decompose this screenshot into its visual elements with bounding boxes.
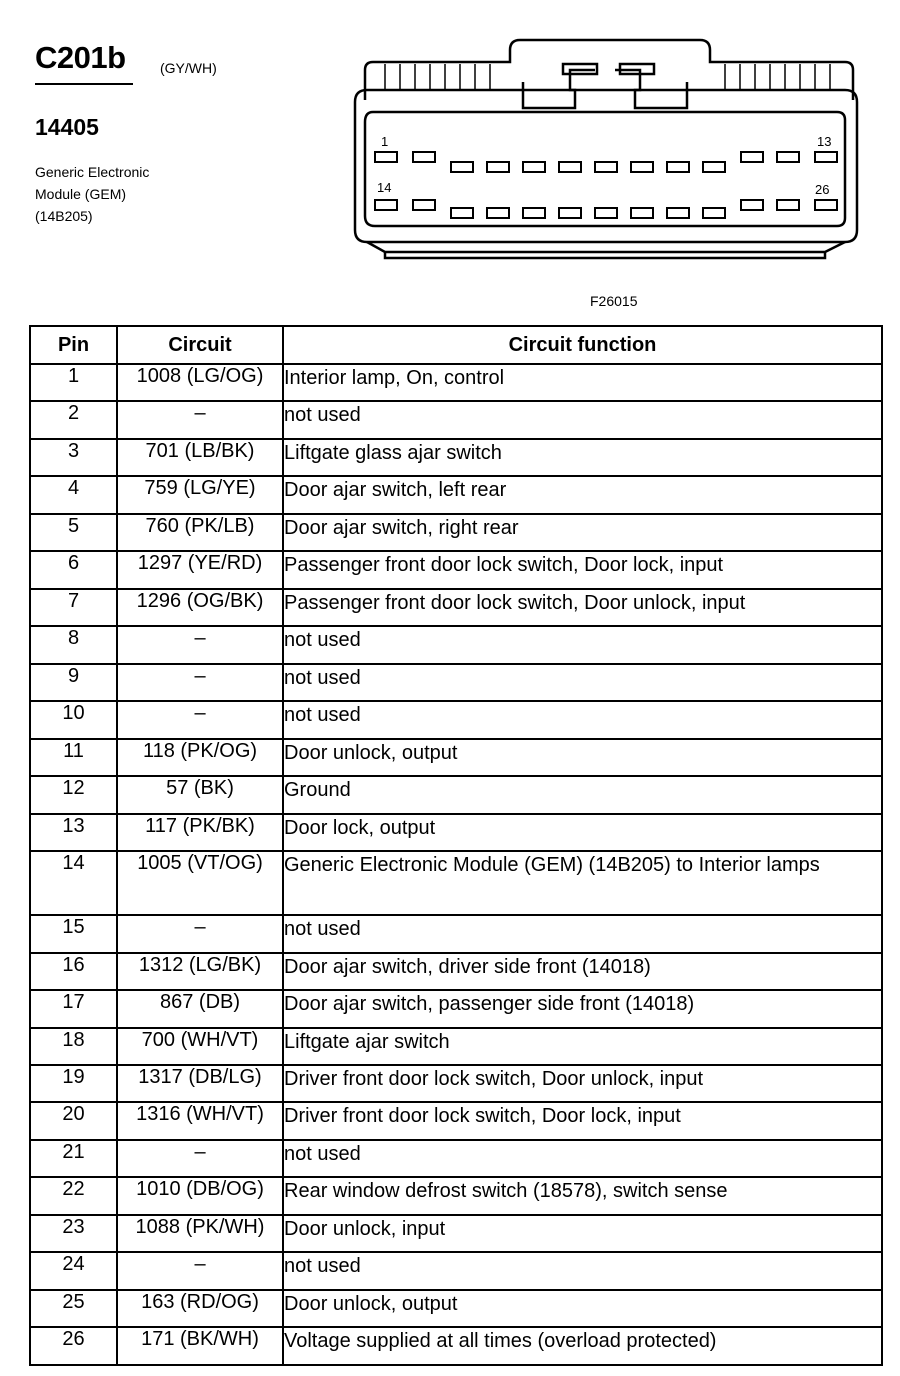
housing-ribs <box>385 64 830 90</box>
circuit-function-cell: Door unlock, output <box>283 1290 882 1327</box>
circuit-function-cell: not used <box>283 915 882 952</box>
figure-id: F26015 <box>590 293 638 309</box>
table-row <box>30 1177 882 1214</box>
circuit-function-cell: Door ajar switch, driver side front (14018) <box>283 953 882 990</box>
table-row <box>30 1290 882 1327</box>
table-row <box>30 626 882 663</box>
table-row <box>30 1215 882 1252</box>
pin-label-14: 14 <box>377 180 392 195</box>
circuit-cell: 118 (PK/OG) <box>117 739 283 776</box>
pin-cell: 6 <box>30 551 117 588</box>
pin-cell: 9 <box>30 664 117 701</box>
table-row <box>30 514 882 551</box>
table-row <box>30 439 882 476</box>
pin-cell: 7 <box>30 589 117 626</box>
pin-label-1: 1 <box>381 134 389 149</box>
pin-label-13: 13 <box>817 134 832 149</box>
circuit-function-cell: Door unlock, output <box>283 739 882 776</box>
pin-label-26: 26 <box>815 182 830 197</box>
circuit-function-cell: Door lock, output <box>283 814 882 851</box>
pin-cell: 25 <box>30 1290 117 1327</box>
circuit-function-cell: Ground <box>283 776 882 813</box>
circuit-cell: 117 (PK/BK) <box>117 814 283 851</box>
circuit-cell: 1312 (LG/BK) <box>117 953 283 990</box>
circuit-cell: 1008 (LG/OG) <box>117 364 283 401</box>
circuit-function-cell: Driver front door lock switch, Door lock, input <box>283 1102 882 1139</box>
pin-cell: 4 <box>30 476 117 513</box>
table-row <box>30 915 882 952</box>
table-row <box>30 814 882 851</box>
circuit-function-cell: not used <box>283 701 882 738</box>
circuit-cell: – <box>117 401 283 438</box>
pin-cell: 5 <box>30 514 117 551</box>
circuit-cell: 1088 (PK/WH) <box>117 1215 283 1252</box>
table-row <box>30 551 882 588</box>
pin-cell: 14 <box>30 851 117 915</box>
circuit-cell: 1317 (DB/LG) <box>117 1065 283 1102</box>
pin-cell: 26 <box>30 1327 117 1365</box>
table-row <box>30 589 882 626</box>
table-row <box>30 990 882 1027</box>
circuit-function-cell: Door ajar switch, right rear <box>283 514 882 551</box>
pin-cell: 11 <box>30 739 117 776</box>
pin-cavities-row-1 <box>375 152 837 172</box>
table-row <box>30 476 882 513</box>
pin-cell: 13 <box>30 814 117 851</box>
circuit-cell: 1316 (WH/VT) <box>117 1102 283 1139</box>
pin-cell: 20 <box>30 1102 117 1139</box>
circuit-function-cell: Interior lamp, On, control <box>283 364 882 401</box>
table-row <box>30 664 882 701</box>
table-row <box>30 776 882 813</box>
module-description-line: (14B205) <box>35 208 93 224</box>
pin-cell: 23 <box>30 1215 117 1252</box>
circuit-function-cell: Voltage supplied at all times (overload protected) <box>283 1327 882 1365</box>
pin-cell: 21 <box>30 1140 117 1177</box>
pin-cell: 24 <box>30 1252 117 1289</box>
pin-cell: 12 <box>30 776 117 813</box>
circuit-function-cell: Door ajar switch, passenger side front (14018) <box>283 990 882 1027</box>
circuit-function-cell: not used <box>283 401 882 438</box>
pin-cell: 8 <box>30 626 117 663</box>
pin-cell: 17 <box>30 990 117 1027</box>
table-row <box>30 1065 882 1102</box>
part-number: 14405 <box>35 114 99 140</box>
table-row <box>30 701 882 738</box>
table-header-row <box>30 326 882 364</box>
circuit-cell: 163 (RD/OG) <box>117 1290 283 1327</box>
table-row <box>30 364 882 401</box>
header <box>0 0 900 320</box>
pin-cell: 1 <box>30 364 117 401</box>
circuit-cell: 1005 (VT/OG) <box>117 851 283 915</box>
header-pin: Pin <box>30 326 117 364</box>
circuit-function-cell: Generic Electronic Module (GEM) (14B205) to Interior lamps <box>283 851 882 915</box>
circuit-cell: 701 (LB/BK) <box>117 439 283 476</box>
table-row <box>30 1327 882 1365</box>
pin-cell: 22 <box>30 1177 117 1214</box>
circuit-function-cell: Passenger front door lock switch, Door lock, input <box>283 551 882 588</box>
circuit-cell: 171 (BK/WH) <box>117 1327 283 1365</box>
circuit-cell: – <box>117 915 283 952</box>
circuit-cell: 1297 (YE/RD) <box>117 551 283 588</box>
table-row <box>30 1028 882 1065</box>
pin-cell: 2 <box>30 401 117 438</box>
circuit-function-cell: not used <box>283 1140 882 1177</box>
circuit-function-cell: Liftgate ajar switch <box>283 1028 882 1065</box>
table-row <box>30 1102 882 1139</box>
table-row <box>30 851 882 915</box>
circuit-cell: 759 (LG/YE) <box>117 476 283 513</box>
table-row <box>30 1140 882 1177</box>
pin-cell: 18 <box>30 1028 117 1065</box>
pin-cell: 19 <box>30 1065 117 1102</box>
header-circuit-function: Circuit function <box>283 326 882 364</box>
module-description-line: Module (GEM) <box>35 186 127 202</box>
circuit-function-cell: not used <box>283 1252 882 1289</box>
circuit-cell: – <box>117 626 283 663</box>
pin-cavities-row-2 <box>375 200 837 218</box>
table-row <box>30 1252 882 1289</box>
circuit-cell: – <box>117 664 283 701</box>
circuit-function-cell: Driver front door lock switch, Door unlock, input <box>283 1065 882 1102</box>
table-row <box>30 401 882 438</box>
module-description-line: Generic Electronic <box>35 164 150 180</box>
connector-id: C201b <box>35 40 126 75</box>
pin-cell: 16 <box>30 953 117 990</box>
circuit-function-cell: Rear window defrost switch (18578), switch sense <box>283 1177 882 1214</box>
header-circuit: Circuit <box>117 326 283 364</box>
circuit-cell: 1296 (OG/BK) <box>117 589 283 626</box>
circuit-function-cell: Passenger front door lock switch, Door unlock, input <box>283 589 882 626</box>
circuit-cell: – <box>117 1252 283 1289</box>
circuit-cell: 867 (DB) <box>117 990 283 1027</box>
connector-color: (GY/WH) <box>160 60 217 76</box>
pin-cell: 15 <box>30 915 117 952</box>
circuit-function-cell: not used <box>283 626 882 663</box>
circuit-cell: – <box>117 701 283 738</box>
circuit-function-cell: Liftgate glass ajar switch <box>283 439 882 476</box>
table-row <box>30 739 882 776</box>
circuit-cell: 57 (BK) <box>117 776 283 813</box>
circuit-cell: – <box>117 1140 283 1177</box>
circuit-cell: 1010 (DB/OG) <box>117 1177 283 1214</box>
pinout-table <box>29 325 883 1366</box>
circuit-cell: 700 (WH/VT) <box>117 1028 283 1065</box>
pin-cell: 10 <box>30 701 117 738</box>
pinout-table-body <box>30 364 882 1365</box>
circuit-cell: 760 (PK/LB) <box>117 514 283 551</box>
circuit-function-cell: not used <box>283 664 882 701</box>
circuit-function-cell: Door unlock, input <box>283 1215 882 1252</box>
table-row <box>30 953 882 990</box>
circuit-function-cell: Door ajar switch, left rear <box>283 476 882 513</box>
connector-id-underline <box>35 83 133 85</box>
pin-cell: 3 <box>30 439 117 476</box>
connector-face-diagram <box>345 30 865 270</box>
